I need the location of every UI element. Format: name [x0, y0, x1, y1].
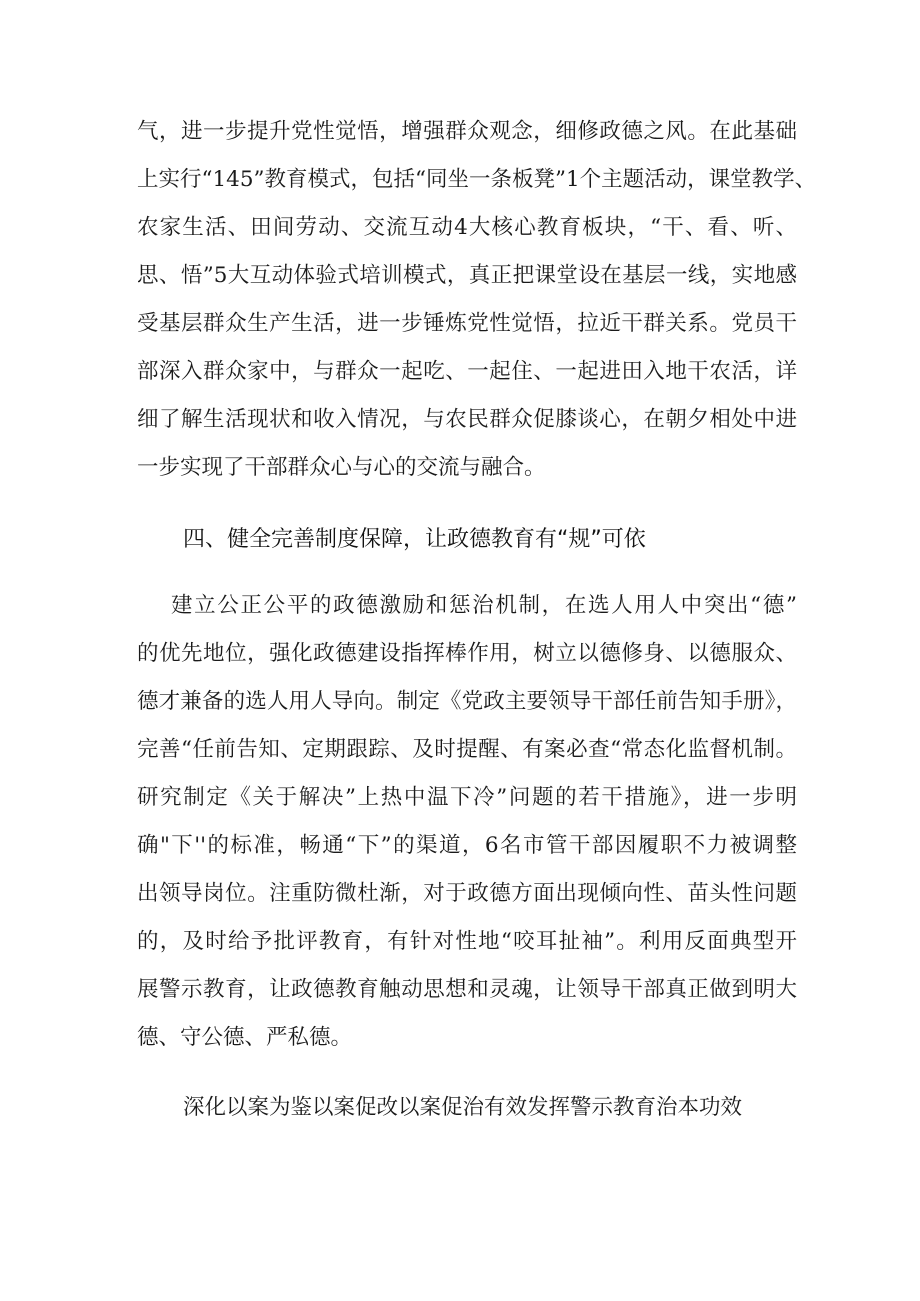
- paragraph-line: 德、守公德、严私德。: [137, 1025, 353, 1050]
- paragraph-line: 德才兼备的选人用人导向。制定《党政主要领导干部任前告知手册》，: [137, 689, 797, 714]
- paragraph-institutional-guarantee: [137, 582, 797, 1062]
- paragraph-line: 确"下''的标准，畅通“下”的渠道，6名市管干部因履职不力被调整: [137, 833, 797, 858]
- paragraph-line: 出领导岗位。注重防微杜渐，对于政德方面出现倾向性、苗头性问题: [137, 881, 797, 906]
- paragraph-line: 农家生活、田间劳动、交流互动4大核心教育板块，“干、看、听、: [137, 215, 797, 240]
- paragraph-line: 建立公正公平的政德激励和惩治机制，在选人用人中突出“德”: [137, 593, 797, 618]
- paragraph-line: 细了解生活现状和收入情况，与农民群众促膝谈心，在朝夕相处中进: [137, 407, 797, 432]
- paragraph-line: 展警示教育，让政德教育触动思想和灵魂，让领导干部真正做到明大: [137, 977, 797, 1002]
- paragraph-line: 气，进一步提升党性觉悟，增强群众观念，细修政德之风。在此基础: [137, 119, 797, 144]
- trailing-heading: 深化以案为鉴以案促改以案促治有效发挥警示教育治本功效: [183, 1095, 743, 1120]
- paragraph-line: 思、悟”5大互动体验式培训模式，真正把课堂设在基层一线，实地感: [137, 263, 797, 288]
- paragraph-line: 一步实现了干部群众心与心的交流与融合。: [137, 455, 546, 480]
- section-heading: 四、健全完善制度保障，让政德教育有“规”可依: [183, 527, 646, 552]
- paragraph-line: 研究制定《关于解决”上热中温下冷”问题的若干措施》，进一步明: [137, 785, 797, 810]
- paragraph-line: 的，及时给予批评教育，有针对性地“咬耳扯袖”。利用反面典型开: [137, 929, 797, 954]
- paragraph-line: 受基层群众生产生活，进一步锤炼党性觉悟，拉近干群关系。党员干: [137, 311, 797, 336]
- paragraph-line: 部深入群众家中，与群众一起吃、一起住、一起进田入地干农活，详: [137, 359, 797, 384]
- paragraph-continuation: [137, 108, 817, 492]
- paragraph-line: 完善“任前告知、定期跟踪、及时提醒、有案必查“常态化监督机制。: [137, 737, 797, 762]
- paragraph-line: 的优先地位，强化政德建设指挥棒作用，树立以德修身、以德服众、: [137, 641, 797, 666]
- paragraph-line: 上实行“145”教育模式，包括“同坐一条板凳”1个主题活动，课堂教学、: [137, 167, 817, 192]
